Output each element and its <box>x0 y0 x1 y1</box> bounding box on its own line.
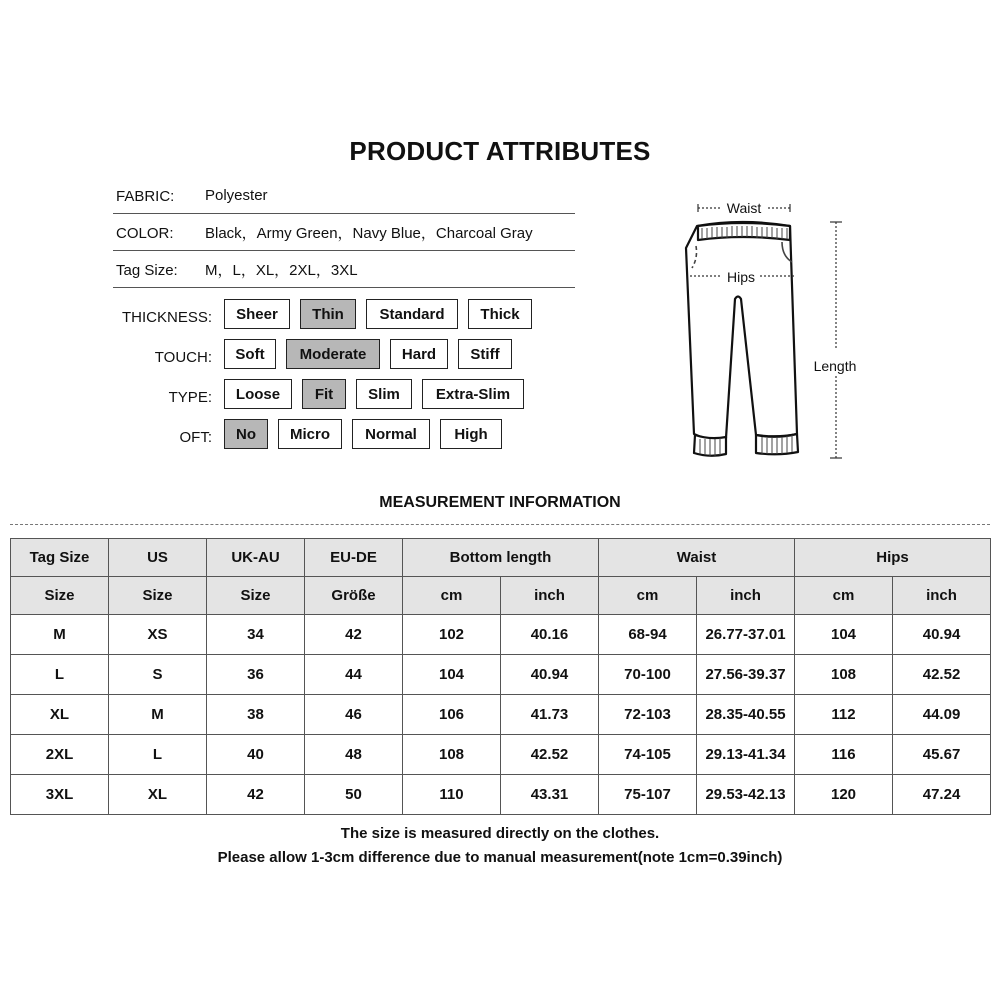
attr-row-fabric <box>113 177 575 214</box>
table-cell: 106 <box>403 695 501 735</box>
table-cell: 29.53-42.13 <box>697 775 795 815</box>
table-cell: 44.09 <box>893 695 991 735</box>
option-row-type <box>100 379 524 409</box>
option-label: THICKNESS: <box>121 308 212 326</box>
pants-outline-icon <box>686 222 798 456</box>
table-cell: 110 <box>403 775 501 815</box>
option-thick: Thick <box>468 299 532 329</box>
table-cell: 102 <box>403 615 501 655</box>
option-normal: Normal <box>352 419 430 449</box>
length-measure-line <box>830 222 842 458</box>
table-cell: 28.35-40.55 <box>697 695 795 735</box>
header-tag-size: Tag Size <box>11 539 109 577</box>
table-row <box>11 775 991 815</box>
subheader-cell: cm <box>403 577 501 615</box>
option-label: TOUCH: <box>154 348 212 366</box>
table-cell: 112 <box>795 695 893 735</box>
option-moderate: Moderate <box>286 339 380 369</box>
attr-row-tag-size <box>113 251 575 288</box>
table-cell: 29.13-41.34 <box>697 735 795 775</box>
table-cell: 72-103 <box>599 695 697 735</box>
attr-label: FABRIC: <box>116 187 175 205</box>
table-row <box>11 615 991 655</box>
option-label: TYPE: <box>168 388 212 406</box>
table-cell: 36 <box>207 655 305 695</box>
subheader-cell: cm <box>795 577 893 615</box>
option-hard: Hard <box>390 339 448 369</box>
table-row <box>11 695 991 735</box>
table-cell: 42.52 <box>893 655 991 695</box>
option-extra-slim: Extra-Slim <box>422 379 524 409</box>
option-label: OFT: <box>179 428 212 446</box>
attr-value: Polyester <box>205 186 268 204</box>
option-micro: Micro <box>278 419 342 449</box>
table-cell: 42.52 <box>501 735 599 775</box>
attr-value: M，L，XL，2XL，3XL <box>205 261 358 279</box>
attr-value: Black，Army Green，Navy Blue，Charcoal Gray <box>205 224 533 242</box>
table-cell: L <box>11 655 109 695</box>
note-line-2: Please allow 1-3cm difference due to manual measurement(note 1cm=0.39inch) <box>217 849 783 866</box>
subheader-cell: Size <box>109 577 207 615</box>
option-no: No <box>224 419 268 449</box>
option-row-thickness <box>100 299 532 329</box>
option-soft: Soft <box>224 339 276 369</box>
option-loose: Loose <box>224 379 292 409</box>
table-cell: 41.73 <box>501 695 599 735</box>
option-row-touch <box>100 339 512 369</box>
option-stiff: Stiff <box>458 339 512 369</box>
table-cell: 50 <box>305 775 403 815</box>
table-cell: 38 <box>207 695 305 735</box>
table-cell: 120 <box>795 775 893 815</box>
table-cell: 104 <box>403 655 501 695</box>
option-standard: Standard <box>366 299 458 329</box>
subheader-cell: Size <box>207 577 305 615</box>
dashed-divider <box>10 524 990 525</box>
table-cell: XL <box>11 695 109 735</box>
attr-label: COLOR: <box>116 224 174 242</box>
table-cell: L <box>109 735 207 775</box>
table-cell: 40.94 <box>501 655 599 695</box>
subheader-cell: inch <box>697 577 795 615</box>
subheader-cell: inch <box>501 577 599 615</box>
table-cell: 26.77-37.01 <box>697 615 795 655</box>
note-line-1: The size is measured directly on the clothes. <box>340 825 660 842</box>
table-cell: 47.24 <box>893 775 991 815</box>
header-waist: Waist <box>599 539 795 577</box>
table-cell: 104 <box>795 615 893 655</box>
table-cell: 42 <box>207 775 305 815</box>
table-cell: 45.67 <box>893 735 991 775</box>
header-hips: Hips <box>795 539 991 577</box>
table-row <box>11 655 991 695</box>
table-cell: 48 <box>305 735 403 775</box>
waist-label: Waist <box>726 200 762 216</box>
table-cell: 2XL <box>11 735 109 775</box>
table-cell: 42 <box>305 615 403 655</box>
option-thin: Thin <box>300 299 356 329</box>
table-cell: XL <box>109 775 207 815</box>
attr-row-color <box>113 214 575 251</box>
table-cell: 74-105 <box>599 735 697 775</box>
table-cell: 27.56-39.37 <box>697 655 795 695</box>
subheader-cell: cm <box>599 577 697 615</box>
table-cell: 116 <box>795 735 893 775</box>
header-bottom-length: Bottom length <box>403 539 599 577</box>
subheader-cell: Größe <box>305 577 403 615</box>
table-cell: M <box>11 615 109 655</box>
option-row-oft <box>100 419 502 449</box>
measurement-title: MEASUREMENT INFORMATION <box>379 494 621 511</box>
table-cell: 40 <box>207 735 305 775</box>
attr-label: Tag Size: <box>116 261 178 279</box>
table-cell: XS <box>109 615 207 655</box>
table-cell: 40.94 <box>893 615 991 655</box>
table-cell: 44 <box>305 655 403 695</box>
header-eu-de: EU-DE <box>305 539 403 577</box>
table-cell: 34 <box>207 615 305 655</box>
table-cell: 46 <box>305 695 403 735</box>
table-cell: S <box>109 655 207 695</box>
hips-label: Hips <box>726 269 756 285</box>
table-cell: 40.16 <box>501 615 599 655</box>
table-cell: 3XL <box>11 775 109 815</box>
table-cell: M <box>109 695 207 735</box>
header-us: US <box>109 539 207 577</box>
option-high: High <box>440 419 502 449</box>
page-title: PRODUCT ATTRIBUTES <box>349 136 651 166</box>
subheader-cell: Size <box>11 577 109 615</box>
size-table <box>10 538 991 815</box>
length-label: Length <box>813 358 857 374</box>
option-sheer: Sheer <box>224 299 290 329</box>
table-cell: 70-100 <box>599 655 697 695</box>
table-cell: 108 <box>795 655 893 695</box>
table-cell: 75-107 <box>599 775 697 815</box>
pants-diagram <box>670 196 870 466</box>
header-uk-au: UK-AU <box>207 539 305 577</box>
option-fit: Fit <box>302 379 346 409</box>
option-slim: Slim <box>356 379 412 409</box>
table-cell: 108 <box>403 735 501 775</box>
table-cell: 68-94 <box>599 615 697 655</box>
subheader-cell: inch <box>893 577 991 615</box>
table-cell: 43.31 <box>501 775 599 815</box>
table-header-row <box>11 539 991 577</box>
table-subheader-row <box>11 577 991 615</box>
table-row <box>11 735 991 775</box>
